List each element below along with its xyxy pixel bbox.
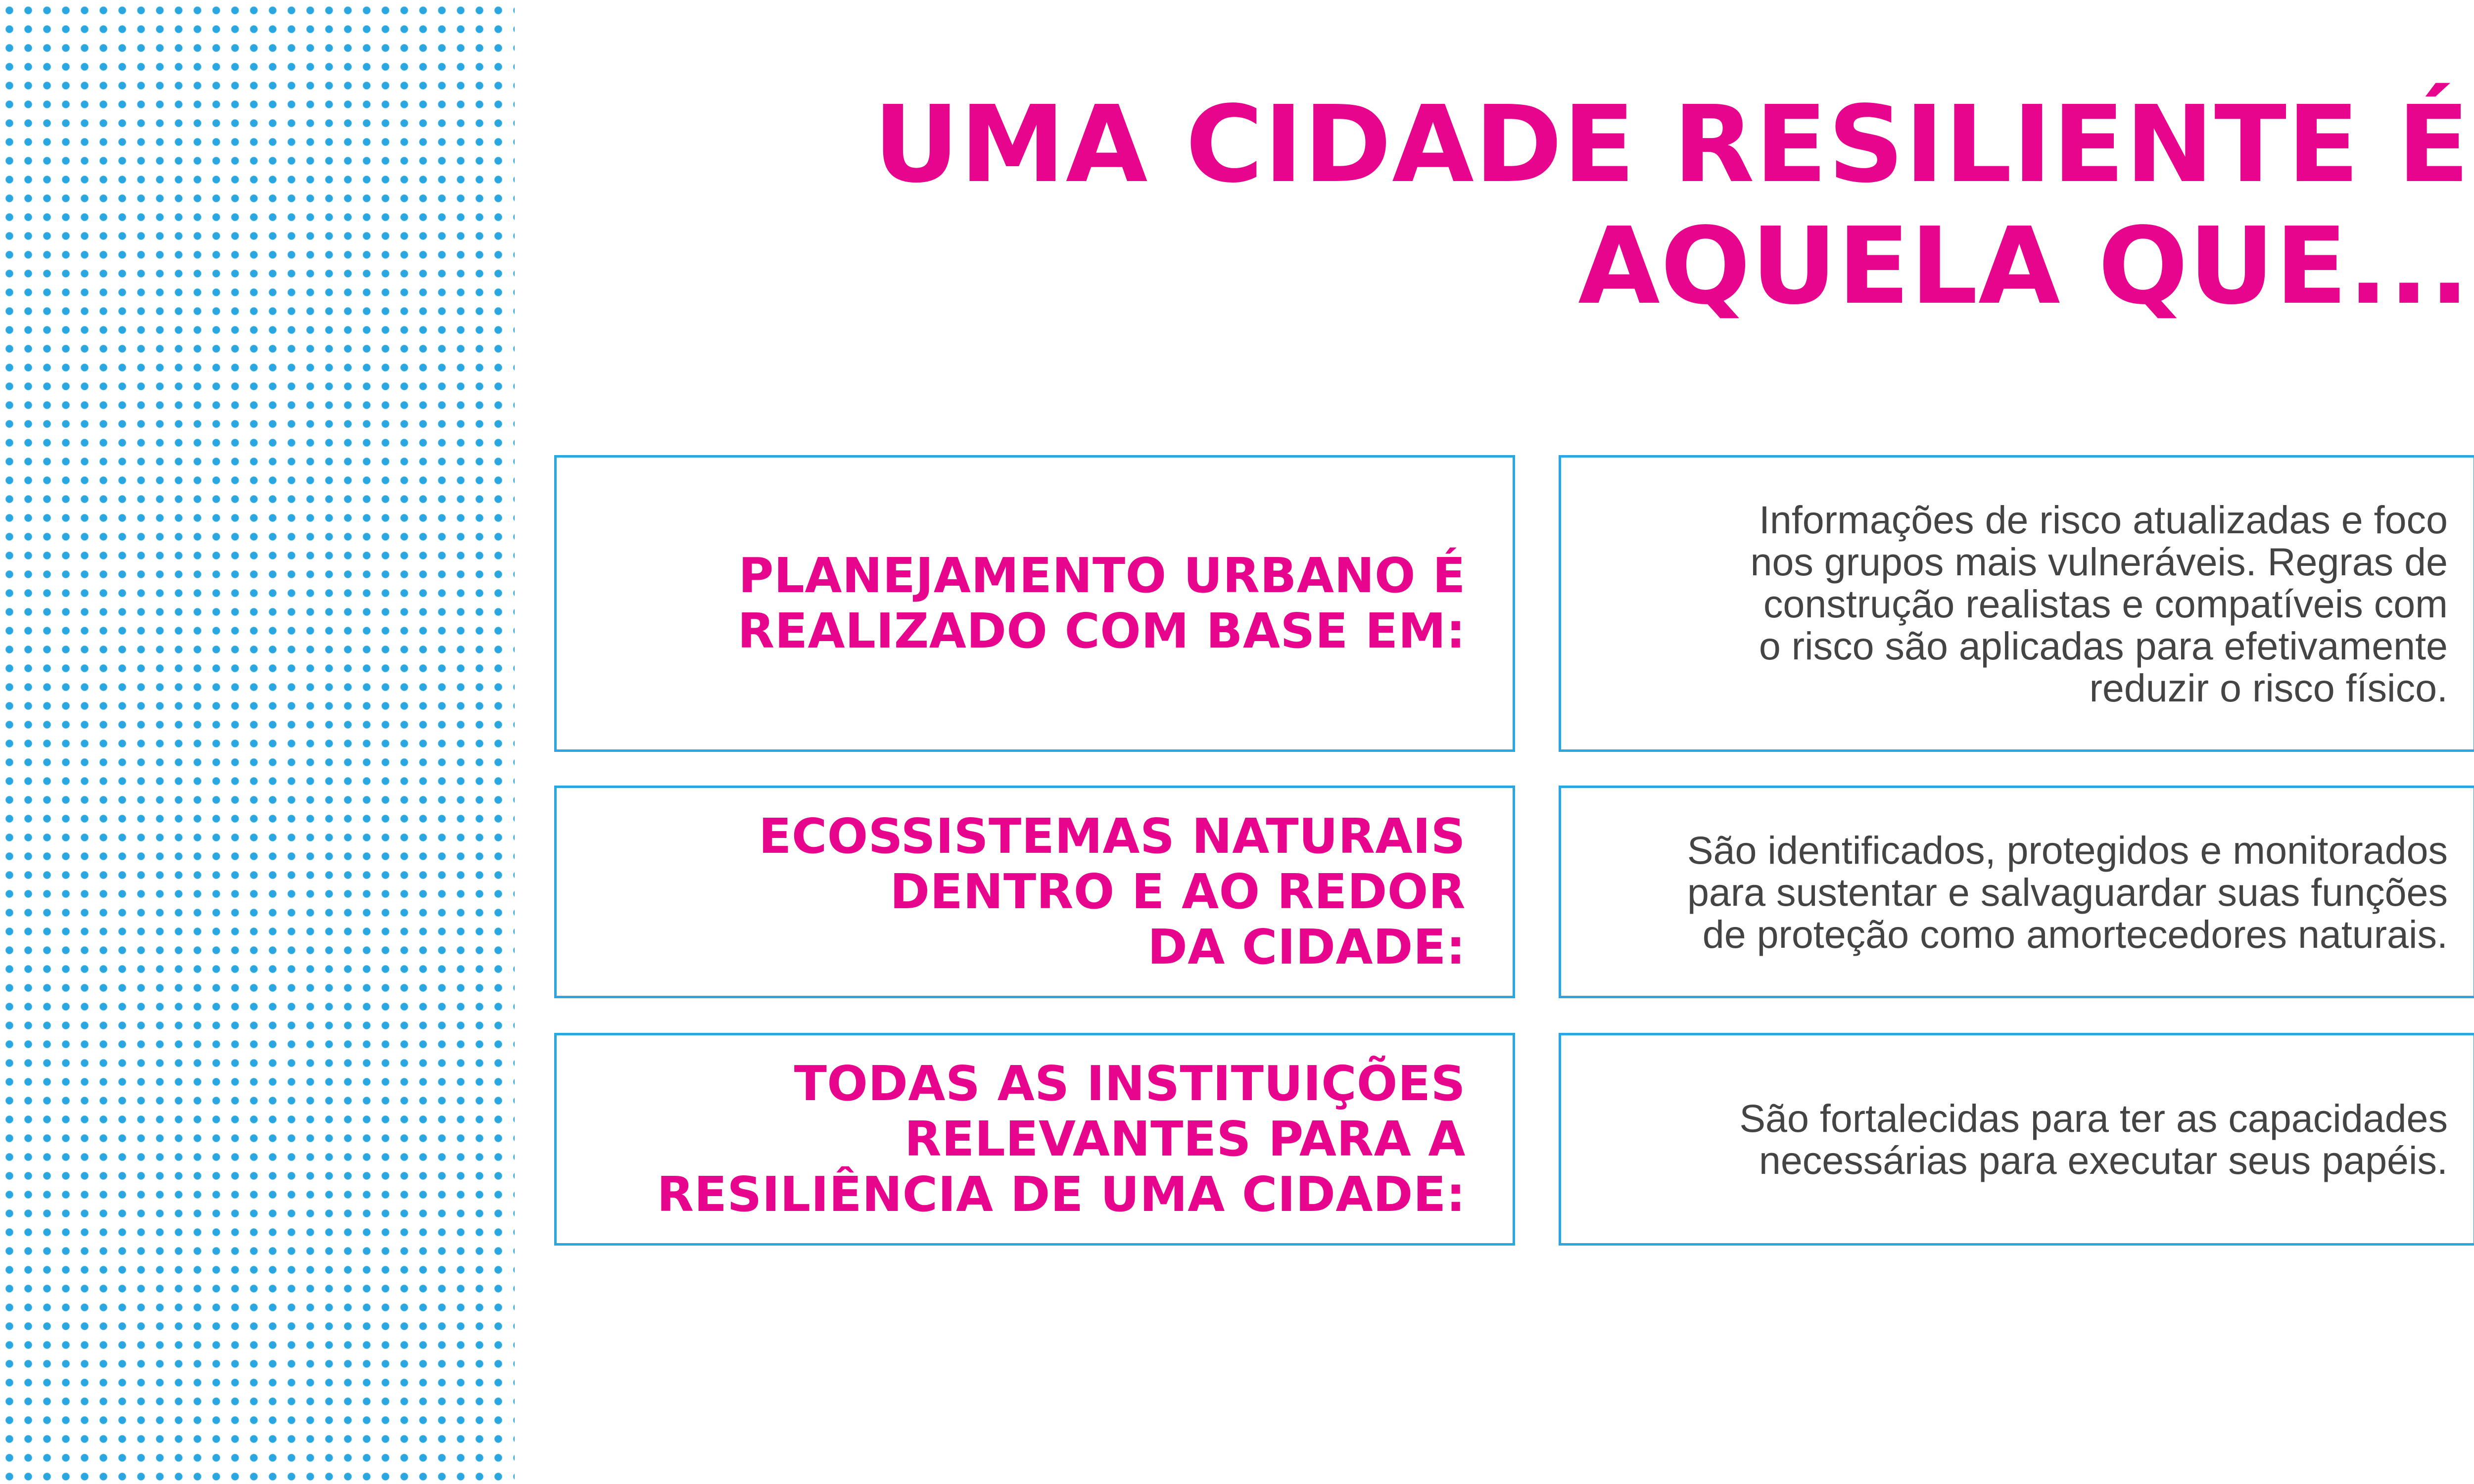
description-line: nos grupos mais vulneráveis. Regras de: [1750, 539, 2448, 584]
label-box-institutions: [554, 1033, 1515, 1246]
row-description: [1739, 1097, 2448, 1181]
label-line: RESILIÊNCIA DE UMA CIDADE:: [657, 1166, 1466, 1222]
label-line: ECOSSISTEMAS NATURAIS: [759, 808, 1466, 864]
description-line: de proteção como amortecedores naturais.: [1702, 912, 2448, 956]
description-line: construção realistas e compatíveis com: [1763, 581, 2448, 626]
label-line: RELEVANTES PARA A: [904, 1111, 1466, 1167]
label-line: DA CIDADE:: [1147, 919, 1466, 975]
label-box-urban-planning: [554, 455, 1515, 752]
label-line: TODAS AS INSTITUIÇÕES: [794, 1056, 1466, 1112]
description-line: reduzir o risco físico.: [2089, 665, 2448, 710]
description-box-institutions: [1559, 1033, 2474, 1246]
description-box-urban-planning: [1559, 455, 2474, 752]
row-label: [657, 1056, 1466, 1222]
description-line: necessárias para executar seus papéis.: [1759, 1138, 2448, 1182]
description-line: para sustentar e salvaguardar suas funções: [1687, 870, 2448, 914]
page-title: [689, 84, 2470, 327]
row-label: [738, 548, 1466, 659]
row-description: [1750, 499, 2448, 709]
description-line: o risco são aplicadas para efetivamente: [1759, 623, 2448, 668]
description-line: São identificados, protegidos e monitorados: [1687, 828, 2448, 872]
label-line: DENTRO E AO REDOR: [890, 864, 1466, 920]
row-description: [1687, 829, 2448, 955]
description-line: Informações de risco atualizadas e foco: [1759, 497, 2448, 542]
description-line: São fortalecidas para ter as capacidades: [1739, 1096, 2448, 1140]
dot-pattern-decoration: [0, 0, 515, 1484]
label-line: PLANEJAMENTO URBANO É: [738, 548, 1466, 603]
title-line-1: UMA CIDADE RESILIENTE É: [873, 83, 2470, 206]
row-label: [759, 809, 1466, 975]
description-box-ecosystems: [1559, 786, 2474, 998]
label-line: REALIZADO COM BASE EM:: [737, 603, 1466, 659]
label-box-ecosystems: [554, 786, 1515, 998]
title-line-2: AQUELA QUE...: [1578, 205, 2470, 328]
